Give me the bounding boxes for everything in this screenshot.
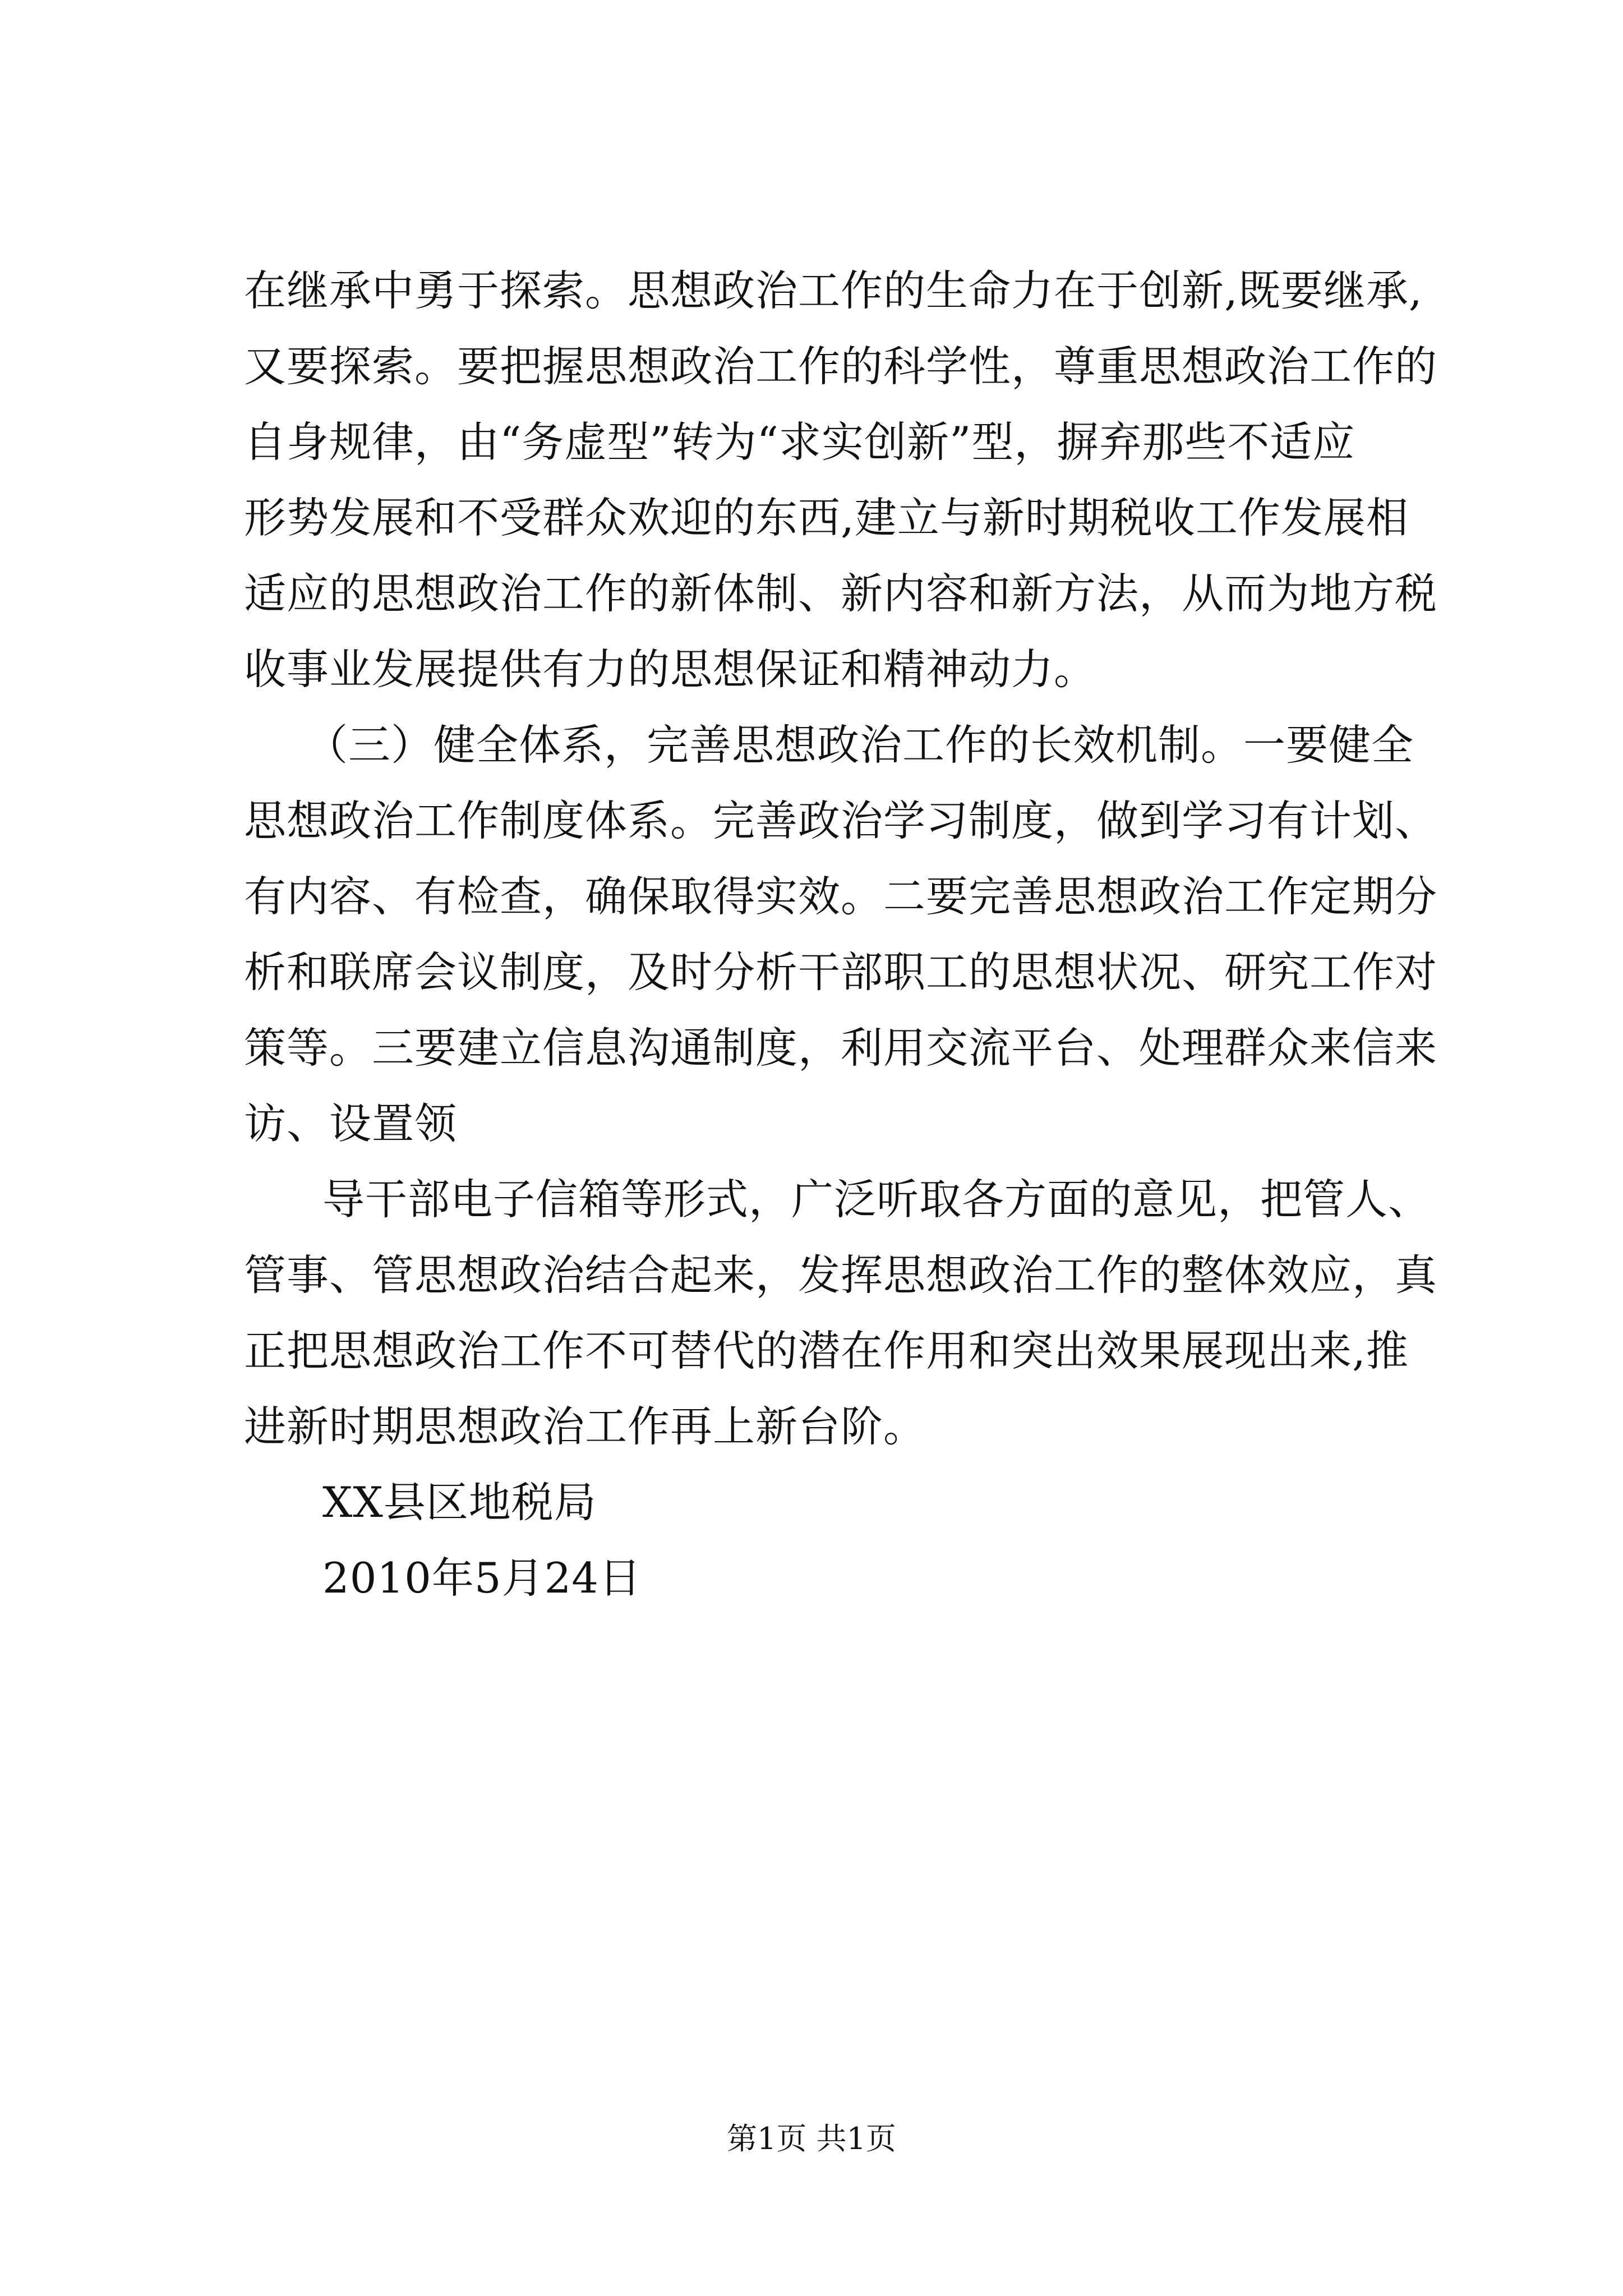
- body-line-1: 在继承中勇于探索。思想政治工作的生命力在于创新,既要继承,: [244, 266, 1423, 315]
- body-line-9: 有内容、有检查，确保取得实效。二要完善思想政治工作定期分: [244, 872, 1438, 921]
- body-line-14: 管事、管思想政治结合起来，发挥思想政治工作的整体效应，真: [244, 1250, 1438, 1300]
- body-line-12: 访、设置领: [244, 1099, 458, 1148]
- body-line-13: 导干部电子信箱等形式，广泛听取各方面的意见，把管人、: [322, 1175, 1431, 1224]
- body-line-16: 进新时期思想政治工作再上新台阶。: [244, 1402, 926, 1451]
- body-line-2: 又要探索。要把握思想政治工作的科学性，尊重思想政治工作的: [244, 342, 1438, 391]
- body-line-11: 策等。三要建立信息沟通制度，利用交流平台、处理群众来信来: [244, 1023, 1438, 1073]
- signature-organization: XX县区地税局: [322, 1478, 597, 1527]
- body-line-5: 适应的思想政治工作的新体制、新内容和新方法，从而为地方税: [244, 569, 1438, 618]
- page-footer: 第1页 共1页: [727, 2121, 896, 2156]
- body-line-10: 析和联席会议制度，及时分析干部职工的思想状况、研究工作对: [244, 947, 1438, 997]
- body-line-8: 思想政治工作制度体系。完善政治学习制度，做到学习有计划、: [244, 796, 1438, 845]
- body-line-4: 形势发展和不受群众欢迎的东西,建立与新时期税收工作发展相: [244, 493, 1409, 542]
- body-line-7: （三）健全体系，完善思想政治工作的长效机制。一要健全: [306, 720, 1414, 770]
- body-line-15: 正把思想政治工作不可替代的潜在作用和突出效果展现出来,推: [244, 1326, 1409, 1375]
- body-line-6: 收事业发展提供有力的思想保证和精神动力。: [244, 645, 1097, 694]
- body-line-3: 自身规律，由“务虚型”转为“求实创新”型，摒弃那些不适应: [244, 417, 1355, 467]
- signature-date: 2010年5月24日: [322, 1553, 642, 1603]
